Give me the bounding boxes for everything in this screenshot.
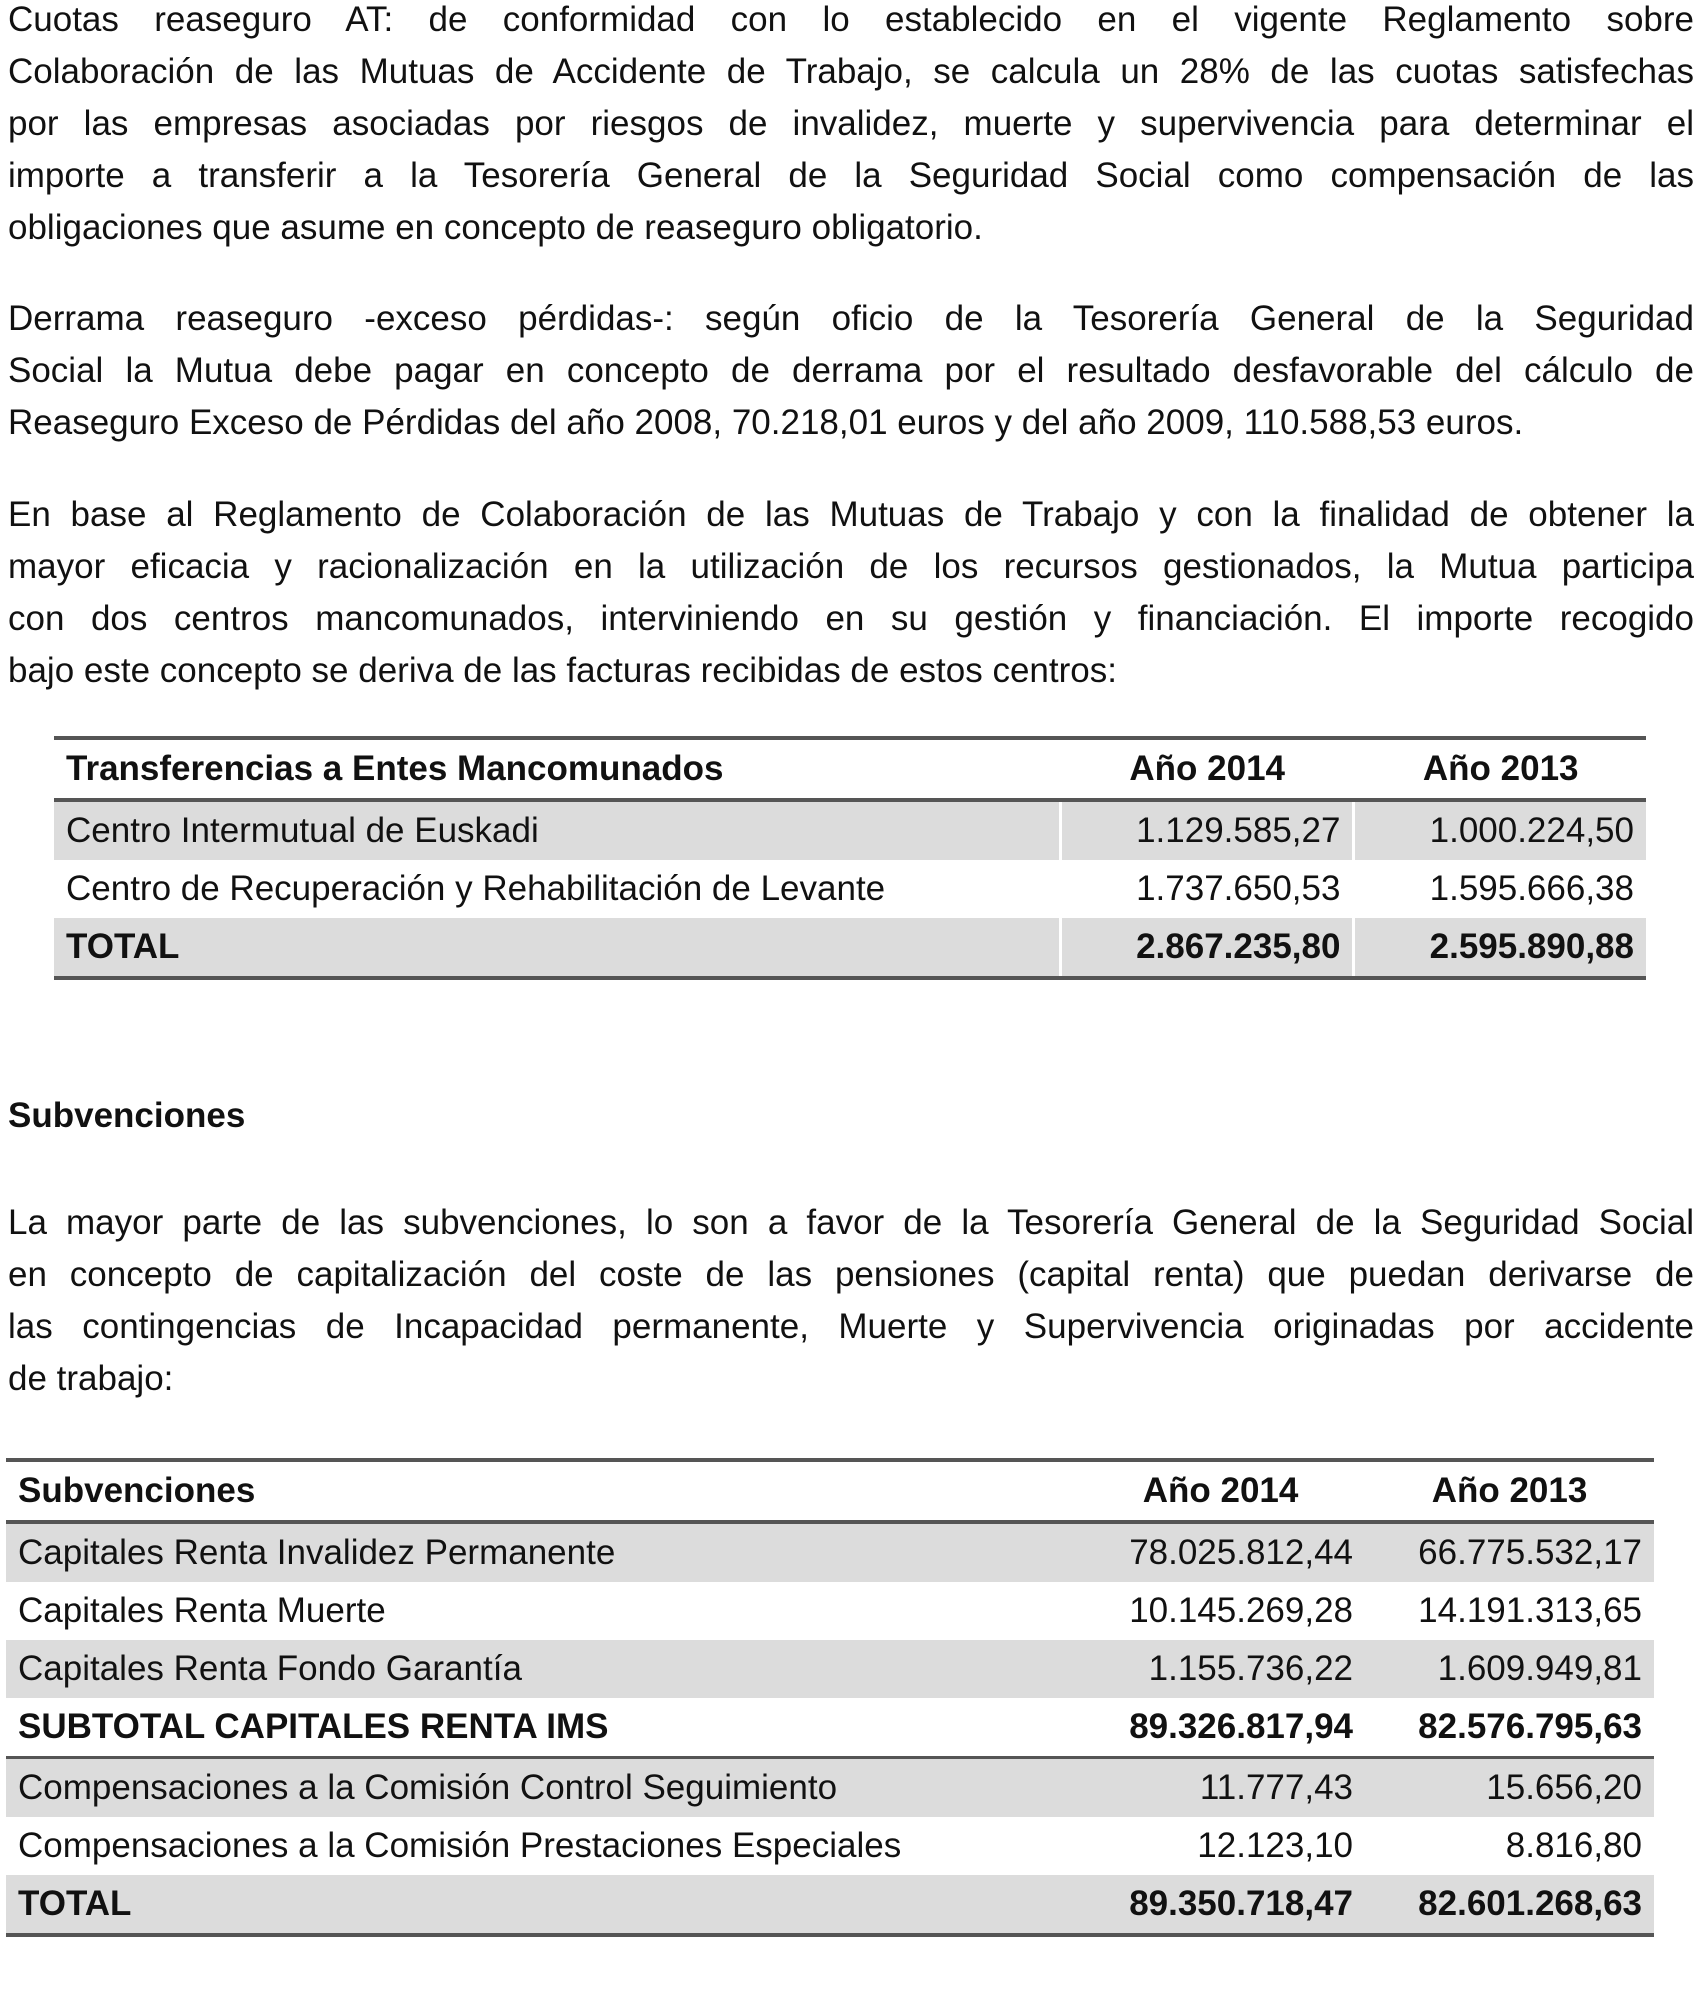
table-row <box>54 860 1646 918</box>
cell-value: 12.123,10 <box>1197 1826 1354 1865</box>
text-line: Reaseguro Exceso de Pérdidas del año 2008, 70.218,01 euros y del año 2009, 110.588,53 euros. <box>8 403 1524 442</box>
cell-value: 14.191.313,65 <box>1418 1591 1642 1630</box>
text-line: bajo este concepto se deriva de las facturas recibidas de estos centros: <box>8 651 1117 690</box>
text-line: Social la Mutua debe pagar en concepto de derrama por el resultado desfavorable del cálculo de <box>8 351 1694 390</box>
column-header: Año 2013 <box>1354 738 1646 800</box>
text-line: Colaboración de las Mutuas de Accidente de Trabajo, se calcula un 28% de las cuotas satisfechas <box>8 52 1694 91</box>
row-label: TOTAL <box>54 918 1060 978</box>
column-header: Transferencias a Entes Mancomunados <box>66 749 724 788</box>
row-label: Centro Intermutual de Euskadi <box>54 800 1060 860</box>
cell-value: 2.595.890,88 <box>1354 918 1646 978</box>
text-line: En base al Reglamento de Colaboración de las Mutuas de Trabajo y con la finalidad de obtener la <box>8 495 1694 534</box>
column-header: Año 2013 <box>1431 1471 1588 1510</box>
table-row <box>6 1758 1654 1818</box>
cell-value: 78.025.812,44 <box>1076 1522 1365 1582</box>
table-row <box>6 1522 1654 1582</box>
column-header: Año 2014 <box>1142 1471 1299 1510</box>
text-line: con dos centros mancomunados, interviniendo en su gestión y financiación. El importe recogido <box>8 599 1694 638</box>
text-line: Cuotas reaseguro AT: de conformidad con lo establecido en el vigente Reglamento sobre <box>8 0 1694 39</box>
table-row <box>6 1640 1654 1698</box>
paragraph-derrama-reaseguro <box>8 293 1694 449</box>
cell-value: 8.816,80 <box>1505 1826 1642 1865</box>
cell-value: 1.155.736,22 <box>1076 1640 1365 1698</box>
text-line: las contingencias de Incapacidad permanente, Muerte y Supervivencia originadas por accidente <box>8 1307 1694 1346</box>
cell-value: 89.350.718,47 <box>1076 1875 1365 1935</box>
section-heading-subvenciones: Subvenciones <box>8 1096 246 1135</box>
text-line: La mayor parte de las subvenciones, lo son a favor de la Tesorería General de la Seguridad Social <box>8 1203 1694 1242</box>
table-transferencias-entes-mancomunados <box>54 736 1646 980</box>
cell-value: 11.777,43 <box>1076 1758 1365 1818</box>
text-line: mayor eficacia y racionalización en la utilización de los recursos gestionados, la Mutua participa <box>8 547 1694 586</box>
row-label: SUBTOTAL CAPITALES RENTA IMS <box>18 1707 609 1746</box>
cell-value: 1.609.949,81 <box>1365 1640 1654 1698</box>
table-subvenciones <box>6 1458 1654 1937</box>
row-label: Capitales Renta Invalidez Permanente <box>6 1522 1076 1582</box>
cell-value: 15.656,20 <box>1365 1758 1654 1818</box>
row-label: Capitales Renta Muerte <box>18 1591 386 1630</box>
text-line: obligaciones que asume en concepto de reaseguro obligatorio. <box>8 208 983 247</box>
cell-value: 82.601.268,63 <box>1365 1875 1654 1935</box>
table-row <box>54 800 1646 860</box>
row-label: Centro de Recuperación y Rehabilitación de Levante <box>66 869 886 908</box>
cell-value: 1.595.666,38 <box>1354 860 1646 918</box>
row-label: Compensaciones a la Comisión Control Seguimiento <box>6 1758 1076 1818</box>
text-line: importe a transferir a la Tesorería General de la Seguridad Social como compensación de las <box>8 156 1694 195</box>
total-row <box>54 918 1646 978</box>
table-header-row <box>6 1460 1654 1522</box>
text-line: de trabajo: <box>8 1359 174 1398</box>
table-header-row <box>54 738 1646 800</box>
cell-value: 1.000.224,50 <box>1354 800 1646 860</box>
cell-value: 10.145.269,28 <box>1129 1591 1354 1630</box>
table-row <box>6 1817 1654 1875</box>
table-row <box>6 1582 1654 1640</box>
paragraph-cuotas-reaseguro <box>8 0 1694 254</box>
column-header: Subvenciones <box>18 1471 256 1510</box>
cell-value: 82.576.795,63 <box>1418 1707 1642 1746</box>
cell-value: 89.326.817,94 <box>1129 1707 1354 1746</box>
text-line: por las empresas asociadas por riesgos de invalidez, muerte y supervivencia para determinar el <box>8 104 1694 143</box>
row-label: Compensaciones a la Comisión Prestaciones Especiales <box>18 1826 902 1865</box>
cell-value: 1.129.585,27 <box>1060 800 1354 860</box>
row-label: TOTAL <box>6 1875 1076 1935</box>
total-row <box>6 1875 1654 1935</box>
paragraph-subvenciones <box>8 1197 1694 1405</box>
cell-value: 2.867.235,80 <box>1060 918 1354 978</box>
text-line: en concepto de capitalización del coste de las pensiones (capital renta) que puedan derivarse de <box>8 1255 1694 1294</box>
cell-value: 66.775.532,17 <box>1365 1522 1654 1582</box>
row-label: Capitales Renta Fondo Garantía <box>6 1640 1076 1698</box>
subtotal-row <box>6 1698 1654 1758</box>
paragraph-centros-mancomunados <box>8 489 1694 697</box>
text-line: Derrama reaseguro -exceso pérdidas-: según oficio de la Tesorería General de la Seguridad <box>8 299 1694 338</box>
cell-value: 1.737.650,53 <box>1060 860 1354 918</box>
column-header: Año 2014 <box>1060 738 1354 800</box>
